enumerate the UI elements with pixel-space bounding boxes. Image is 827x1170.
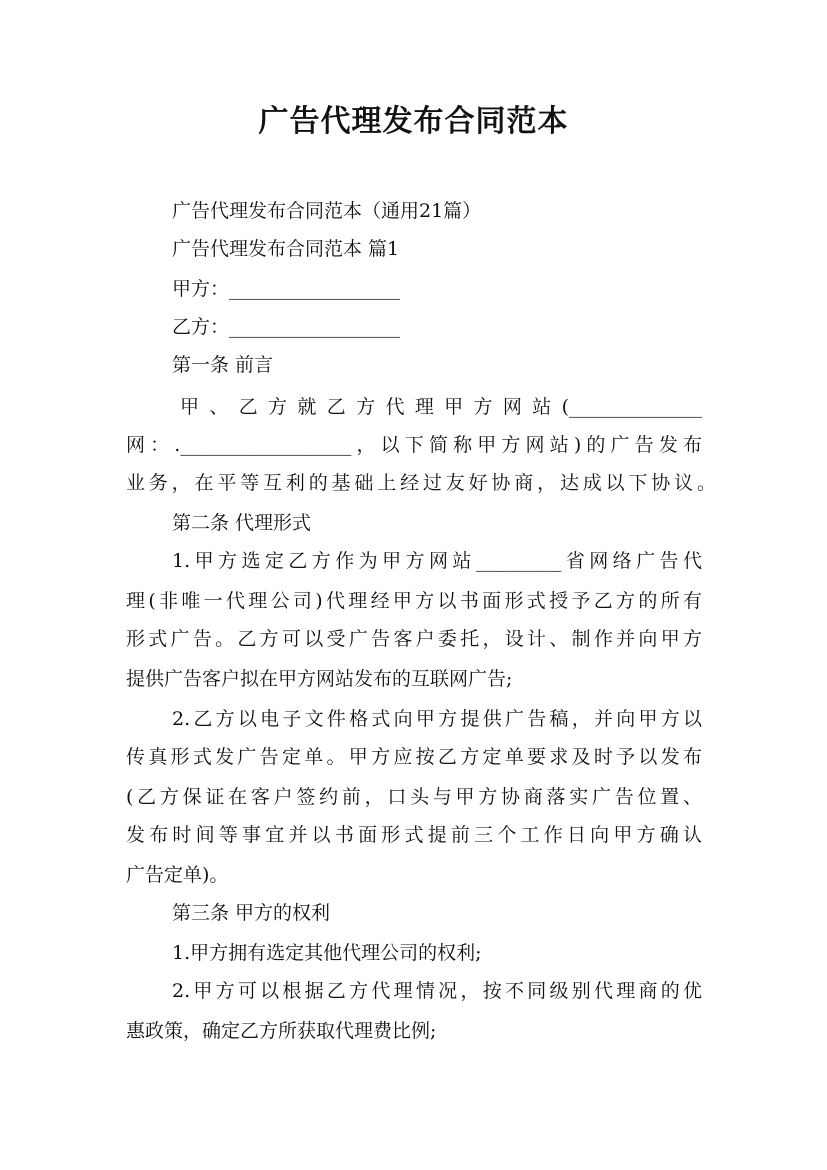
section-heading: 广告代理发布合同范本 篇1 [172, 238, 400, 260]
paragraph-line: 1.甲方选定乙方作为甲方网站_________省网络广告代 [172, 550, 702, 572]
paragraph-line: 业务，在平等互利的基础上经过友好协商，达成以下协议。 [126, 472, 716, 494]
document-title: 广告代理发布合同范本 [258, 104, 569, 139]
article-heading: 第二条 代理形式 [172, 512, 312, 534]
paragraph-line: 发布时间等事宜并以书面形式提前三个工作日向甲方确认 [126, 824, 702, 846]
paragraph-line: 广告定单)。 [126, 864, 229, 886]
paragraph-line: 传真形式发广告定单。甲方应按乙方定单要求及时予以发布 [126, 746, 702, 768]
subtitle-line: 广告代理发布合同范本（通用21篇） [172, 200, 482, 222]
paragraph-line: 理(非唯一代理公司)代理经甲方以书面形式授予乙方的所有 [126, 590, 702, 612]
paragraph-line: 1.甲方拥有选定其他代理公司的权利; [172, 942, 482, 964]
article-heading: 第一条 前言 [172, 354, 274, 376]
paragraph-line: 甲、乙方就乙方代理甲方网站(______________ [180, 396, 702, 418]
paragraph-line: 2.乙方以电子文件格式向甲方提供广告稿，并向甲方以 [172, 708, 702, 730]
party-b-line: 乙方：__________________ [172, 316, 401, 338]
paragraph-line: 惠政策，确定乙方所获取代理费比例; [126, 1020, 437, 1042]
paragraph-line: 提供广告客户拟在甲方网站发布的互联网广告; [126, 668, 513, 690]
article-heading: 第三条 甲方的权利 [172, 902, 331, 924]
paragraph-line: (乙方保证在客户签约前，口头与甲方协商落实广告位置、 [126, 786, 702, 808]
paragraph-line: 2.甲方可以根据乙方代理情况，按不同级别代理商的优 [172, 980, 702, 1002]
paragraph-line: 网：.__________________，以下简称甲方网站)的广告发布 [126, 434, 702, 456]
party-a-line: 甲方：__________________ [172, 278, 401, 300]
paragraph-line: 形式广告。乙方可以受广告客户委托，设计、制作并向甲方 [126, 628, 702, 650]
